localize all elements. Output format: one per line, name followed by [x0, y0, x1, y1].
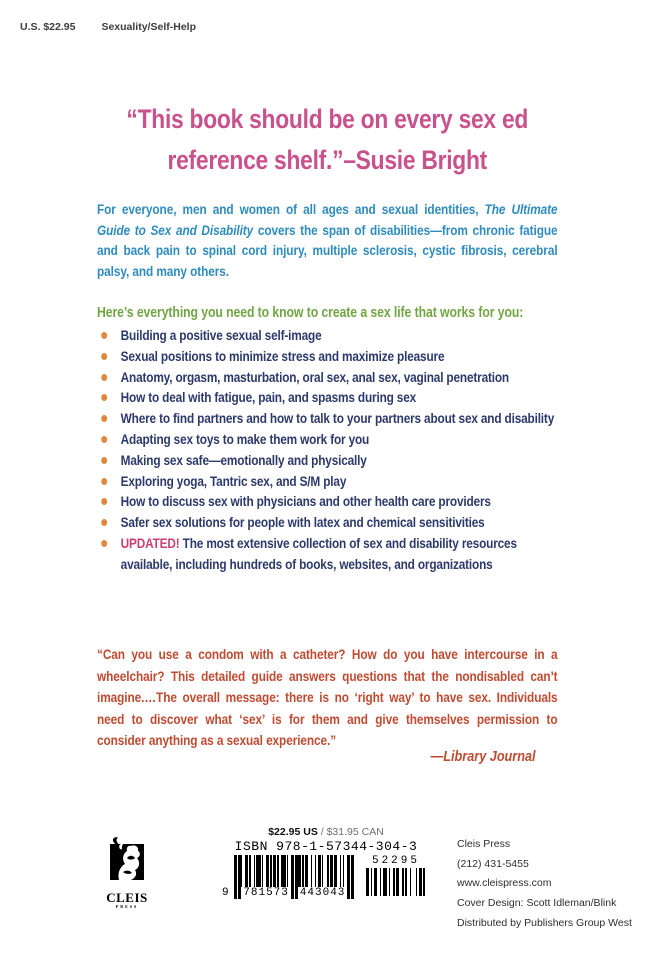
- bullet-icon: [101, 519, 107, 526]
- list-item-label: Safer sex solutions for people with latex and chemical sensitivities: [120, 514, 485, 531]
- publisher-info-line: Distributed by Publishers Group West: [457, 916, 632, 929]
- list-item-label: Building a positive sexual self-image: [120, 327, 322, 343]
- list-item: [97, 346, 558, 367]
- barcode-guard-right: [347, 855, 354, 899]
- book-title-italic: The Ultimate Guide to Sex and Disability: [97, 201, 558, 238]
- list-item: [97, 512, 558, 533]
- list-item: [97, 387, 558, 408]
- barcode-digits-group2: 443043: [299, 887, 346, 899]
- list-item: [97, 325, 558, 346]
- bullet-icon: [101, 457, 107, 464]
- supplement-code: 52295: [371, 855, 420, 867]
- list-item-label: How to discuss sex with physicians and other health care providers: [120, 493, 491, 510]
- logo-subtext: PRESS: [115, 904, 139, 909]
- list-item-label: Adapting sex toys to make them work for you: [120, 430, 370, 447]
- list-item-label: Sexual positions to minimize stress and maximize pleasure: [120, 347, 445, 364]
- review-attribution: —Library Journal: [430, 748, 536, 765]
- bullet-icon: [101, 415, 107, 422]
- headline-quote: “This book should be on every sex ed reference shelf.”–Susie Bright: [126, 104, 529, 175]
- price-line: [224, 826, 428, 838]
- barcode-group2-bars: [298, 855, 347, 887]
- logo-wordmark: CLEIS: [106, 890, 148, 905]
- bullet-icon: [101, 394, 107, 401]
- supplement-bars: [366, 868, 426, 896]
- list-item-label: Where to find partners and how to talk to your partners about sex and disability: [120, 410, 555, 427]
- list-item: [97, 408, 558, 429]
- intro-paragraph: [97, 199, 558, 281]
- list-item: [97, 450, 558, 471]
- list-item-label: Exploring yoga, Tantric sex, and S/M play: [120, 472, 347, 489]
- list-item-label: Anatomy, orgasm, masturbation, oral sex, anal sex, vaginal penetration: [120, 368, 509, 385]
- publisher-info-line: Cleis Press: [457, 838, 511, 850]
- can-price: / $31.95 CAN: [317, 826, 384, 838]
- cleis-logo: [105, 836, 149, 909]
- list-item-label: How to deal with fatigue, pain, and spasms during sex: [120, 389, 417, 406]
- top-category-label: Sexuality/Self-Help: [101, 21, 196, 33]
- bullet-icon: [101, 332, 107, 339]
- barcode-block: [224, 826, 428, 901]
- top-bar: [20, 21, 196, 33]
- barcode-lead-digit: 9: [222, 887, 229, 899]
- benefits-heading: Here’s everything you need to know to create a sex life that works for you:: [97, 305, 524, 321]
- barcode-guard-center: [291, 855, 298, 899]
- bullet-icon: [101, 353, 107, 360]
- list-item-label: The most extensive collection of sex and disability resources available, including hundreds of books, websites, and organizations: [120, 534, 517, 572]
- bullet-icon: [101, 436, 107, 443]
- bullet-icon: [101, 374, 107, 381]
- list-item: [97, 429, 558, 450]
- bullet-icon: [101, 478, 107, 485]
- publisher-info-line: Cover Design: Scott Idleman/Blink: [457, 897, 617, 910]
- updated-badge: UPDATED!: [120, 534, 180, 551]
- list-item: [97, 491, 558, 512]
- barcode-group2: [298, 855, 347, 899]
- list-item: [97, 367, 558, 388]
- list-item-label: Making sex safe—emotionally and physically: [120, 451, 367, 468]
- supplement-barcode: [366, 855, 426, 896]
- publisher-info-line: (212) 431-5455: [457, 857, 529, 870]
- benefits-list: [97, 325, 558, 575]
- publisher-info: [457, 835, 632, 934]
- barcode-group1-bars: [241, 855, 291, 887]
- top-price-label: U.S. $22.95: [20, 21, 76, 33]
- bullet-icon: [101, 540, 107, 547]
- intro-text-after: covers the span of disabilities—from chronic fatigue and back pain to spinal cord injury, multiple sclerosis, cystic fibrosis, cerebral palsy, and many others.: [97, 221, 558, 279]
- isbn-label: ISBN 978-1-57344-304-3: [234, 839, 418, 854]
- review-quote: “Can you use a condom with a catheter? How do you have intercourse in a wheelchair? This detailed guide answers questions that the nondisabled can’t imagine.…The overall message: there is no ‘right way’ to have sex. Individuals need to discover what ‘sex’ is for them and give themselves permission to consider anything as a sexual experience.”: [97, 646, 558, 749]
- benefits-section: [97, 303, 558, 575]
- us-price: $22.95 US: [268, 826, 318, 838]
- ean-barcode: [222, 855, 354, 901]
- barcode-group1: [241, 855, 291, 899]
- intro-text-before: For everyone, men and women of all ages and sexual identities,: [97, 201, 485, 217]
- bars-row: [222, 855, 428, 901]
- logo-figure-icon: [107, 836, 147, 886]
- barcode-digits-group1: 781573: [241, 887, 291, 899]
- publisher-info-line: www.cleispress.com: [457, 877, 552, 890]
- list-item-updated: [97, 533, 558, 575]
- list-item: [97, 471, 558, 492]
- barcode-guard-left: [234, 855, 241, 899]
- bullet-icon: [101, 498, 107, 505]
